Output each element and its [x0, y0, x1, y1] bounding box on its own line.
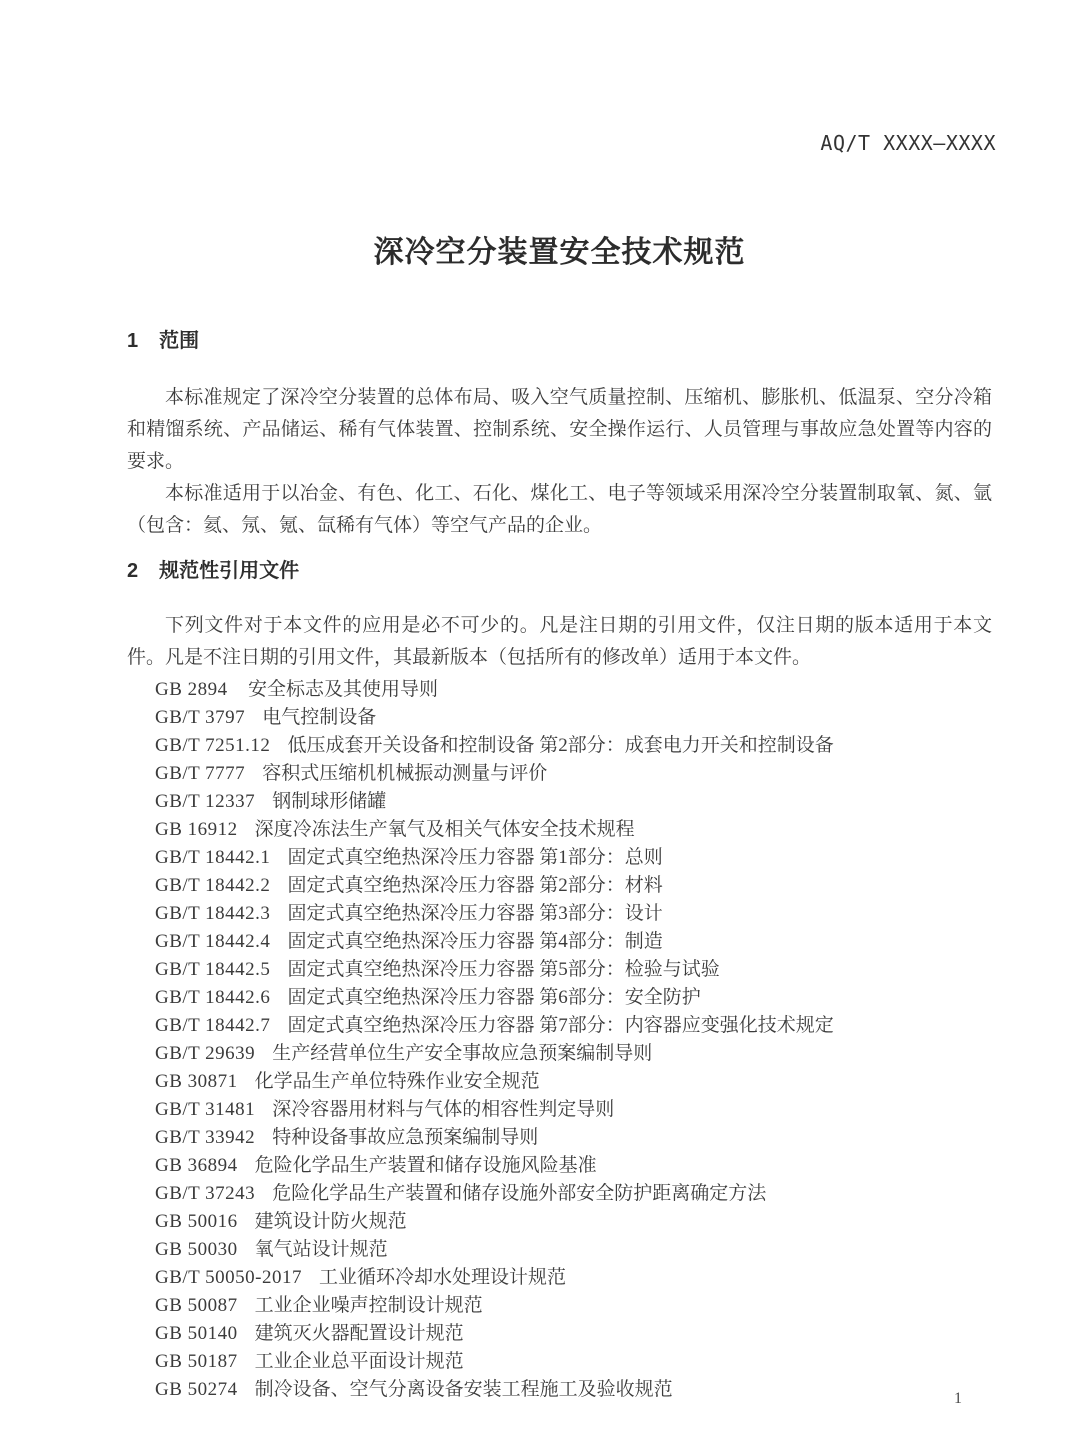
- reference-code: GB 30871: [155, 1071, 238, 1092]
- reference-code: GB 36894: [155, 1155, 238, 1176]
- reference-code: GB/T 33942: [155, 1127, 256, 1148]
- reference-title: 工业企业总平面设计规范: [254, 1351, 464, 1372]
- section-heading: [127, 558, 992, 584]
- reference-title: 固定式真空绝热深冷压力容器 第5部分：检验与试验: [287, 959, 720, 980]
- reference-code: GB/T 50050-2017: [155, 1267, 303, 1288]
- reference-item: [155, 1096, 992, 1124]
- reference-item: [155, 1320, 992, 1348]
- reference-title: 工业循环冷却水处理设计规范: [319, 1267, 567, 1288]
- reference-code: GB 50016: [155, 1211, 238, 1232]
- reference-item: [155, 1292, 992, 1320]
- reference-title: 固定式真空绝热深冷压力容器 第2部分：材料: [287, 875, 663, 896]
- page-number: 1: [954, 1390, 962, 1407]
- reference-item: [155, 1208, 992, 1236]
- reference-item: [155, 844, 992, 872]
- reference-code: GB/T 18442.3: [155, 903, 271, 924]
- reference-item: [155, 1068, 992, 1096]
- reference-code: GB 50140: [155, 1323, 238, 1344]
- section-paragraphs: [127, 382, 992, 542]
- reference-title: 建筑灭火器配置设计规范: [254, 1323, 464, 1344]
- section-number: 2: [127, 560, 139, 582]
- reference-item: [155, 788, 992, 816]
- reference-item: [155, 872, 992, 900]
- page-title: 深冷空分装置安全技术规范: [373, 236, 746, 269]
- reference-title: 化学品生产单位特殊作业安全规范: [254, 1071, 540, 1092]
- reference-title: 工业企业噪声控制设计规范: [254, 1295, 483, 1316]
- section-number: 1: [127, 330, 139, 352]
- paragraph: 本标准规定了深冷空分装置的总体布局、吸入空气质量控制、压缩机、膨胀机、低温泵、空分冷箱和精馏系统、产品储运、稀有气体装置、控制系统、安全操作运行、人员管理与事故应急处置等内容的要求。: [127, 387, 992, 472]
- reference-title: 建筑设计防火规范: [254, 1211, 407, 1232]
- reference-code: GB/T 18442.1: [155, 847, 271, 868]
- reference-code: GB/T 18442.7: [155, 1015, 271, 1036]
- reference-item: [155, 1348, 992, 1376]
- reference-item: [155, 1264, 992, 1292]
- reference-item: [155, 732, 992, 760]
- paragraph: 本标准适用于以冶金、有色、化工、石化、煤化工、电子等领域采用深冷空分装置制取氧、氮、氩（包含：氦、氖、氪、氙稀有气体）等空气产品的企业。: [127, 483, 992, 536]
- reference-item: [155, 1152, 992, 1180]
- reference-title: 固定式真空绝热深冷压力容器 第6部分：安全防护: [287, 987, 701, 1008]
- reference-code: GB 50030: [155, 1239, 238, 1260]
- reference-title: 氧气站设计规范: [254, 1239, 388, 1260]
- reference-code: GB/T 18442.2: [155, 875, 271, 896]
- section-normative-references: [127, 558, 992, 1404]
- reference-title: 深冷容器用材料与气体的相容性判定导则: [272, 1099, 615, 1120]
- reference-item: [155, 1236, 992, 1264]
- reference-item: [155, 676, 992, 704]
- reference-item: [155, 704, 992, 732]
- reference-title: 制冷设备、空气分离设备安装工程施工及验收规范: [254, 1379, 673, 1400]
- paragraph: 下列文件对于本文件的应用是必不可少的。凡是注日期的引用文件，仅注日期的版本适用于本文件。凡是不注日期的引用文件，其最新版本（包括所有的修改单）适用于本文件。: [127, 615, 992, 668]
- reference-code: GB/T 18442.4: [155, 931, 271, 952]
- reference-code: GB/T 7251.12: [155, 735, 271, 756]
- reference-title: 特种设备事故应急预案编制导则: [272, 1127, 539, 1148]
- reference-code: GB 16912: [155, 819, 238, 840]
- section-paragraphs: [127, 610, 992, 674]
- reference-code: GB/T 18442.5: [155, 959, 271, 980]
- reference-item: [155, 900, 992, 928]
- reference-code: GB/T 29639: [155, 1043, 256, 1064]
- reference-code: GB/T 12337: [155, 791, 256, 812]
- reference-code: GB 50187: [155, 1351, 238, 1372]
- reference-item: [155, 1180, 992, 1208]
- reference-list: [127, 676, 992, 1404]
- reference-item: [155, 928, 992, 956]
- reference-item: [155, 1124, 992, 1152]
- reference-title: 低压成套开关设备和控制设备 第2部分：成套电力开关和控制设备: [287, 735, 834, 756]
- reference-item: [155, 1376, 992, 1404]
- doc-code: AQ/T XXXX—XXXX: [820, 131, 996, 155]
- reference-title: 钢制球形储罐: [272, 791, 387, 812]
- reference-item: [155, 816, 992, 844]
- reference-title: 固定式真空绝热深冷压力容器 第1部分：总则: [287, 847, 663, 868]
- reference-title: 固定式真空绝热深冷压力容器 第4部分：制造: [287, 931, 663, 952]
- reference-title: 安全标志及其使用导则: [248, 679, 439, 700]
- reference-code: GB/T 3797: [155, 707, 246, 728]
- reference-title: 危险化学品生产装置和储存设施外部安全防护距离确定方法: [272, 1183, 767, 1204]
- reference-title: 容积式压缩机机械振动测量与评价: [262, 763, 548, 784]
- reference-code: GB/T 18442.6: [155, 987, 271, 1008]
- reference-item: [155, 1040, 992, 1068]
- reference-title: 深度冷冻法生产氧气及相关气体安全技术规程: [254, 819, 635, 840]
- reference-title: 固定式真空绝热深冷压力容器 第3部分：设计: [287, 903, 663, 924]
- reference-title: 固定式真空绝热深冷压力容器 第7部分：内容器应变强化技术规定: [287, 1015, 834, 1036]
- section-heading-label: 规范性引用文件: [159, 560, 300, 582]
- section-scope: [127, 328, 992, 542]
- reference-code: GB/T 37243: [155, 1183, 256, 1204]
- reference-item: [155, 760, 992, 788]
- reference-title: 电气控制设备: [262, 707, 377, 728]
- reference-code: GB 50274: [155, 1379, 238, 1400]
- reference-item: [155, 956, 992, 984]
- section-heading: [127, 328, 992, 354]
- section-heading-label: 范围: [159, 330, 200, 352]
- reference-item: [155, 1012, 992, 1040]
- reference-title: 危险化学品生产装置和储存设施风险基准: [254, 1155, 597, 1176]
- reference-code: GB 2894: [155, 679, 228, 700]
- reference-code: GB/T 31481: [155, 1099, 256, 1120]
- reference-code: GB/T 7777: [155, 763, 246, 784]
- reference-title: 生产经营单位生产安全事故应急预案编制导则: [272, 1043, 653, 1064]
- reference-item: [155, 984, 992, 1012]
- reference-code: GB 50087: [155, 1295, 238, 1316]
